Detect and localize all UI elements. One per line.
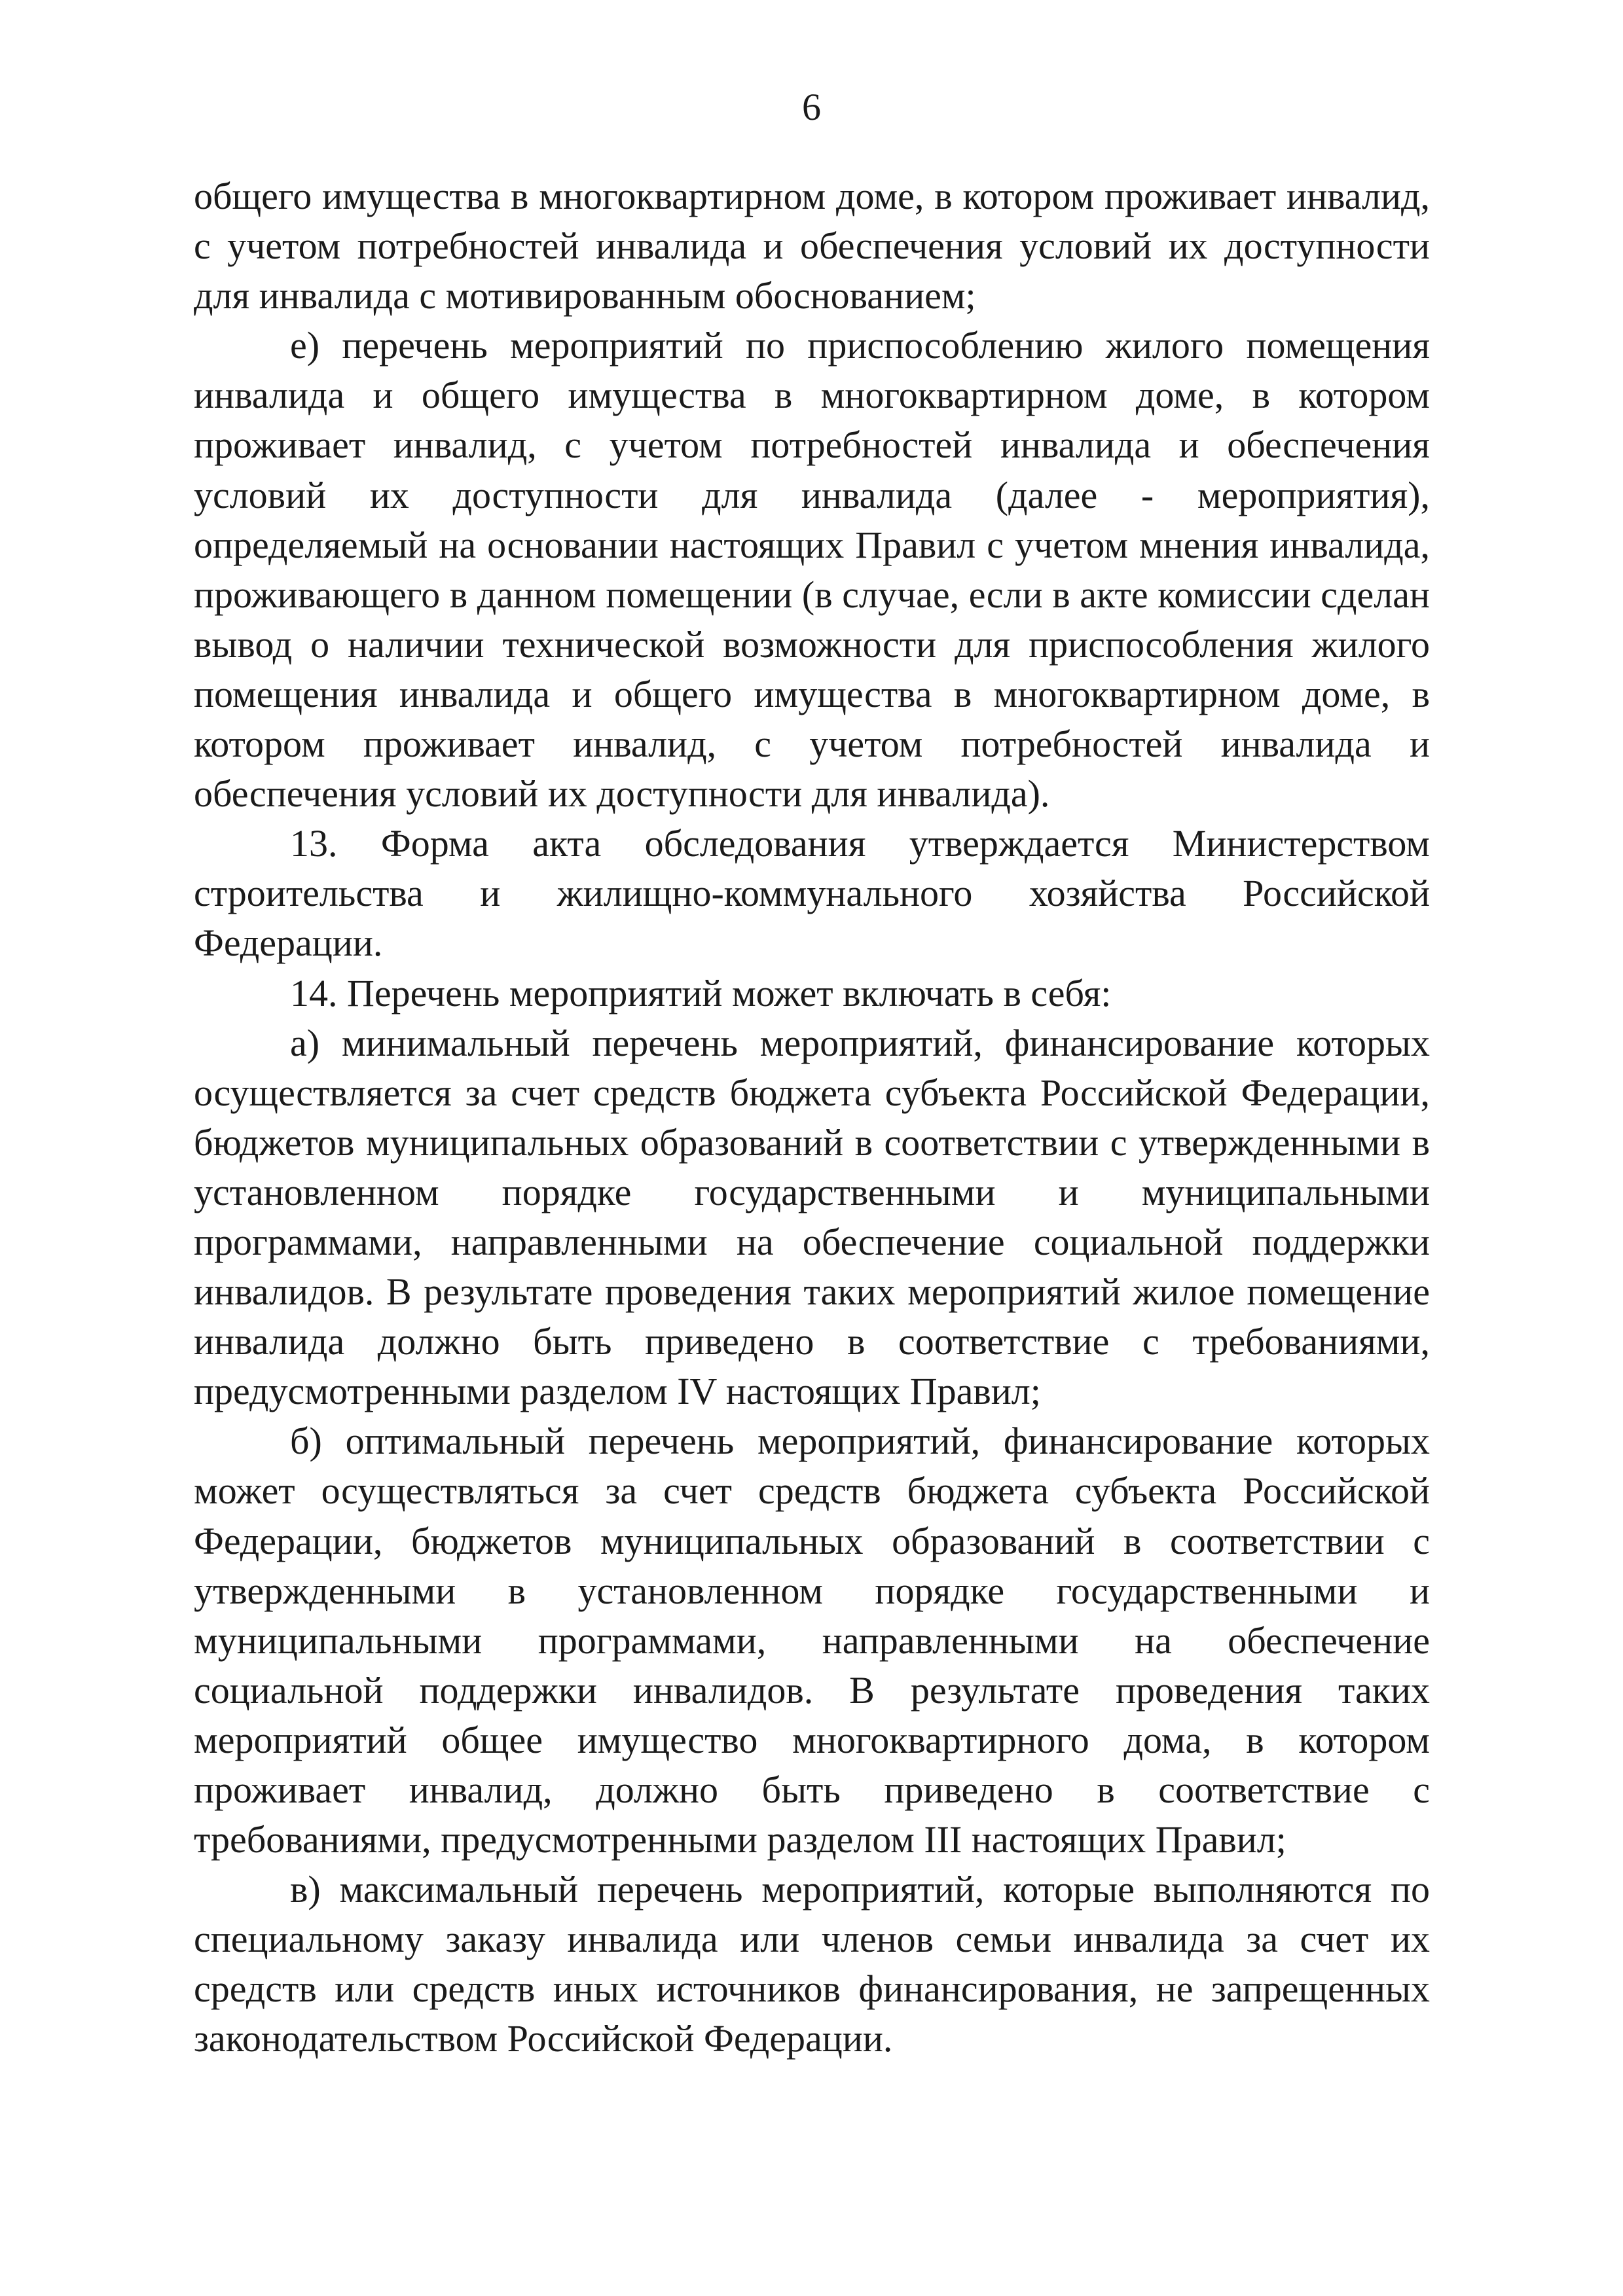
paragraph-continuation: общего имущества в многоквартирном доме, в котором проживает инвалид, с учетом потребностей инвалида и обеспечения условий их доступности для инвалида с мотивированным обоснованием;: [194, 175, 1430, 317]
paragraph-item-b: б) оптимальный перечень мероприятий, финансирование которых может осуществляться за счет средств бюджета субъекта Российской Федерации, бюджетов муниципальных образований в соответствии с утвержденными в установленном порядке государственными и муниципальными программами, направленными на обеспечение социальной поддержки инвалидов. В результате проведения таких мероприятий общее имущество многоквартирного дома, в котором проживает инвалид, должно быть приведено в соответствие с требованиями, предусмотренными разделом III настоящих Правил;: [194, 1420, 1430, 1861]
paragraph-item-e: е) перечень мероприятий по приспособлению жилого помещения инвалида и общего имущества в многоквартирном доме, в котором проживает инвалид, с учетом потребностей инвалида и обеспечения условий их доступности для инвалида (далее - мероприятия), определяемый на основании настоящих Правил с учетом мнения инвалида, проживающего в данном помещении (в случае, если в акте комиссии сделан вывод о наличии технической возможности для приспособления жилого помещения инвалида и общего имущества в многоквартирном доме, в котором проживает инвалид, с учетом потребностей инвалида и обеспечения условий их доступности для инвалида).: [194, 324, 1430, 816]
document-body: [194, 171, 1430, 2064]
paragraph-13: 13. Форма акта обследования утверждается Министерством строительства и жилищно-коммунального хозяйства Российской Федерации.: [194, 822, 1430, 965]
paragraph-item-v: в) максимальный перечень мероприятий, которые выполняются по специальному заказу инвалида или членов семьи инвалида за счет их средств или средств иных источников финансирования, не запрещенных законодательством Российской Федерации.: [194, 1868, 1430, 2060]
paragraph-item-a: а) минимальный перечень мероприятий, финансирование которых осуществляется за счет средств бюджета субъекта Российской Федерации, бюджетов муниципальных образований в соответствии с утвержденными в установленном порядке государственными и муниципальными программами, направленными на обеспечение социальной поддержки инвалидов. В результате проведения таких мероприятий жилое помещение инвалида должно быть приведено в соответствие с требованиями, предусмотренными разделом IV настоящих Правил;: [194, 1021, 1430, 1413]
paragraph-14: 14. Перечень мероприятий может включать в себя:: [290, 971, 1112, 1014]
page-number: 6: [802, 86, 821, 128]
